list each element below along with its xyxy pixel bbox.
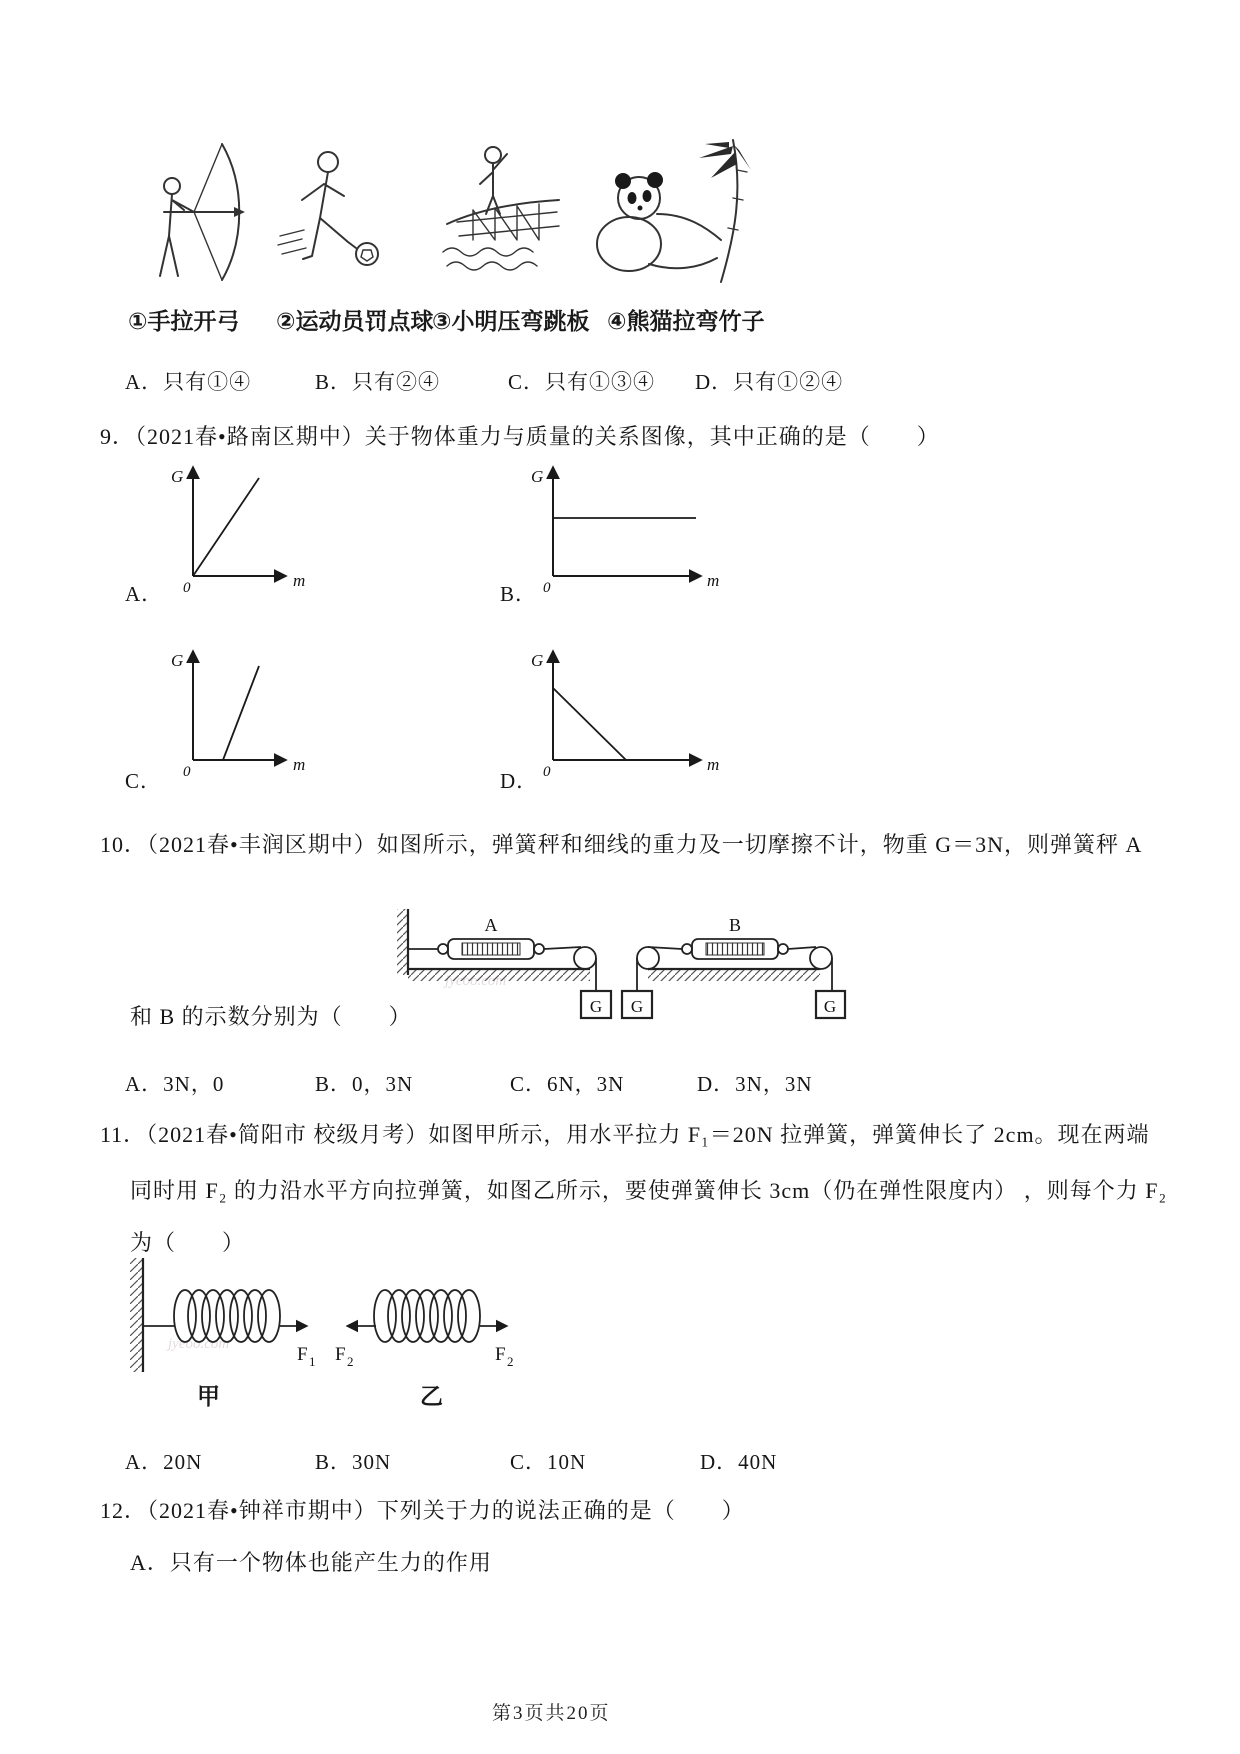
pulley-left-setup (574, 947, 596, 969)
origin-label: 0 (543, 580, 551, 596)
q10-option-b: B．0，3N (315, 1072, 414, 1096)
force-f1-label: F (297, 1344, 308, 1365)
panda-ear-right (647, 172, 663, 188)
scale-b-hook-ring (682, 944, 692, 954)
scale-b-graduations (706, 943, 764, 955)
y-axis-label: G (531, 467, 544, 486)
q11-stem-line3: 为（ ） (130, 1230, 246, 1255)
graph-line-offset-origin (223, 666, 259, 760)
q11-stem-line2: 同时用 F₂ 的力沿水平方向拉弹簧，如图乙所示，要使弹簧伸长 3cm（仍在弹性限度内） ，则每个力 F₂ (130, 1178, 1168, 1203)
diagram-jia-label: 甲 (197, 1384, 220, 1410)
q10-option-a: A．3N，0 (125, 1072, 225, 1096)
bamboo-leaves (699, 142, 751, 178)
pulley-right-setup-right (810, 947, 832, 969)
player-kicking-ball-figure (272, 140, 392, 288)
y-axis-label: G (171, 651, 184, 670)
weight-label-3: G (823, 997, 837, 1016)
q12-stem: 12．（2021春•钟祥市期中）下列关于力的说法正确的是（ ） (100, 1498, 745, 1523)
wall-hatch (397, 909, 408, 975)
wall-hatch (130, 1258, 142, 1372)
boy-head (485, 147, 501, 163)
q11-stem-line1: 11．（2021春•简阳市 校级月考）如图甲所示，用水平拉力 F₁＝20N 拉弹簧，弹簧伸长了 2cm。现在两端 (100, 1122, 1150, 1147)
diagram-yi-label: 乙 (420, 1384, 443, 1410)
player-head (318, 152, 338, 172)
q11-option-b: B．30N (315, 1450, 392, 1474)
panda-ear-left (615, 173, 631, 189)
q9-option-d-label: D． (500, 769, 539, 793)
player-body (302, 172, 356, 259)
water-waves (443, 248, 537, 270)
scale-a-graduations (462, 943, 520, 955)
q9-option-c-label: C． (125, 769, 163, 793)
force-f2-left-label: F (335, 1344, 346, 1365)
weight-label-1: G (589, 997, 603, 1016)
y-axis-label: G (171, 467, 184, 486)
string-to-pulley (544, 947, 581, 949)
boy-on-diving-board-figure (433, 140, 565, 288)
q9-stem: 9．（2021春•路南区期中）关于物体重力与质量的关系图像，其中正确的是（ ） (100, 424, 940, 449)
scale-b-hook-ring-2 (778, 944, 788, 954)
page-number-footer: 第3页共20页 (492, 1703, 611, 1724)
scale-a-label: A (484, 915, 498, 935)
scale-a-hook-ring (438, 944, 448, 954)
football-patch (361, 250, 373, 261)
force-f1-subscript: 1 (309, 1354, 316, 1369)
string-right-setup-right (788, 947, 816, 949)
q10-stem-line1: 10．（2021春•丰润区期中）如图所示，弹簧秤和细线的重力及一切摩擦不计，物重 G＝3N，则弹簧秤 A (100, 832, 1143, 857)
panda-pulling-bamboo-figure (583, 136, 761, 288)
force-f2-left-subscript: 2 (347, 1354, 354, 1369)
q11-option-a: A．20N (125, 1450, 203, 1474)
weight-label-2: G (630, 997, 644, 1016)
force-f2-right-label: F (495, 1344, 506, 1365)
figure-caption-3: ③小明压弯跳板 (432, 309, 590, 335)
pulley-right-setup-left (637, 947, 659, 969)
spring-coil-jia (174, 1290, 280, 1342)
board-lattice (457, 204, 559, 240)
q10-option-c: C．6N，3N (510, 1072, 625, 1096)
motion-lines (278, 230, 306, 254)
q8-option-c: C．只有①③④ (508, 370, 656, 394)
x-axis-label: m (293, 571, 306, 590)
table-right-hatch (648, 970, 820, 981)
q10-option-d: D．3N，3N (697, 1072, 813, 1096)
panda-arms (649, 214, 721, 268)
origin-label: 0 (183, 580, 191, 596)
force-f2-right-subscript: 2 (507, 1354, 514, 1369)
archer-body (160, 194, 194, 276)
figure-caption-2: ②运动员罚点球 (276, 309, 434, 335)
q9-graph-a (155, 456, 315, 594)
x-axis-label: m (707, 571, 720, 590)
q9-option-a-label: A． (125, 582, 164, 606)
figure-caption-1: ①手拉开弓 (128, 309, 240, 335)
q8-option-a: A．只有①④ (125, 370, 252, 394)
q9-graph-c (155, 640, 315, 782)
graph-falling-line (553, 688, 626, 760)
q9-graph-b (528, 456, 720, 596)
graph-line-through-origin (193, 478, 259, 576)
table-left-hatch (408, 970, 590, 981)
q11-option-c: C．10N (510, 1450, 587, 1474)
x-axis-label: m (707, 755, 720, 774)
spring-coil-yi (374, 1290, 480, 1342)
origin-label: 0 (183, 764, 191, 780)
origin-label: 0 (543, 764, 551, 780)
y-axis-label: G (531, 651, 544, 670)
q12-option-a: A．只有一个物体也能产生力的作用 (130, 1550, 492, 1575)
watermark: jyeoo.com (168, 1336, 230, 1352)
archer-drawing-bow-figure (142, 136, 254, 288)
panda-nose (638, 206, 643, 211)
panda-eye-right (643, 190, 652, 202)
archer-head (164, 178, 180, 194)
q11-spring-diagram (130, 1256, 550, 1376)
q8-option-d: D．只有①②④ (695, 370, 844, 394)
x-axis-label: m (293, 755, 306, 774)
q8-option-b: B．只有②④ (315, 370, 441, 394)
boy-body (480, 154, 507, 214)
q11-option-d: D．40N (700, 1450, 778, 1474)
q9-graph-d (528, 640, 720, 782)
q10-stem-line2: 和 B 的示数分别为（ ） (130, 1004, 412, 1029)
scale-a-hook-ring-2 (534, 944, 544, 954)
q10-pulley-diagram (395, 903, 845, 1021)
figure-caption-4: ④熊猫拉弯竹子 (607, 309, 765, 335)
panda-body (597, 217, 661, 271)
panda-eye-left (628, 192, 637, 204)
scale-b-label: B (728, 915, 742, 935)
q9-option-b-label: B． (500, 582, 538, 606)
